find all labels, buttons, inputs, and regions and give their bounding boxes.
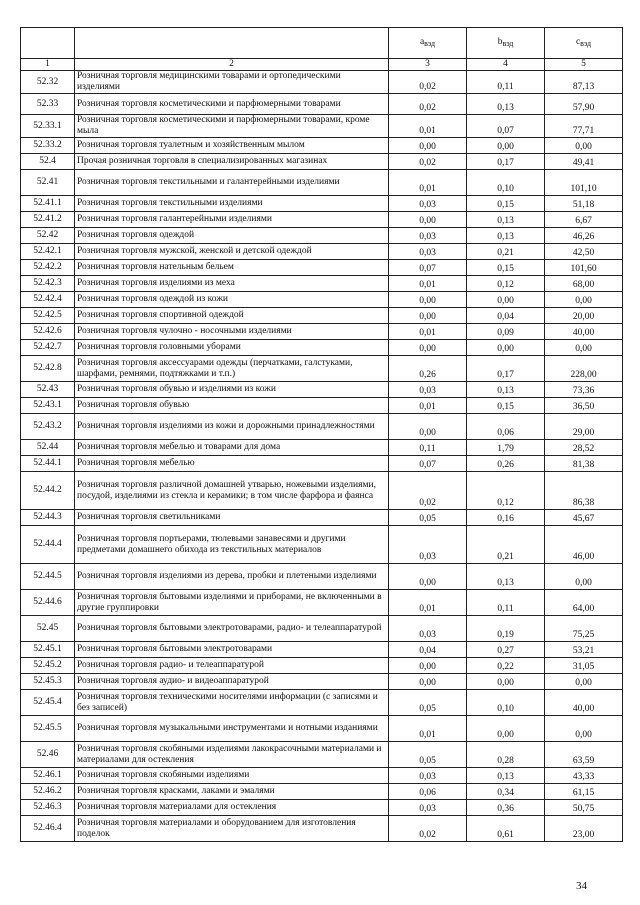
row-value-a: 0,05 (389, 742, 467, 768)
table-row (21, 616, 623, 642)
row-name: Розничная торговля материалами для остекления (75, 800, 389, 816)
row-code: 52.44.6 (21, 590, 75, 616)
row-value-a: 0,01 (389, 170, 467, 196)
column-number-row (21, 59, 623, 71)
row-name: Розничная торговля светильниками (75, 510, 389, 526)
row-name: Розничная торговля медицинскими товарами и ортопедическими изделиями (75, 71, 389, 94)
row-value-b: 0,00 (467, 716, 545, 742)
row-code: 52.44.1 (21, 456, 75, 472)
row-value-a: 0,00 (389, 340, 467, 356)
row-value-c: 101,10 (545, 170, 623, 196)
row-value-a: 0,07 (389, 456, 467, 472)
row-value-a: 0,02 (389, 472, 467, 510)
row-value-b: 0,15 (467, 398, 545, 414)
row-value-c: 20,00 (545, 308, 623, 324)
row-value-a: 0,00 (389, 292, 467, 308)
row-code: 52.41.2 (21, 212, 75, 228)
row-value-c: 228,00 (545, 356, 623, 382)
row-name: Розничная торговля косметическими и парфюмерными товарами, кроме мыла (75, 115, 389, 138)
row-value-b: 0,12 (467, 276, 545, 292)
table-row (21, 564, 623, 590)
row-value-a: 0,00 (389, 308, 467, 324)
row-name: Розничная торговля туалетным и хозяйственным мылом (75, 138, 389, 154)
table-row (21, 115, 623, 138)
row-name: Розничная торговля текстильными и галантерейными изделиями (75, 170, 389, 196)
row-name: Прочая розничная торговля в специализированных магазинах (75, 154, 389, 170)
row-code: 52.41 (21, 170, 75, 196)
row-value-a: 0,03 (389, 768, 467, 784)
row-value-a: 0,11 (389, 440, 467, 456)
row-code: 52.45 (21, 616, 75, 642)
table-row (21, 244, 623, 260)
row-value-b: 0,17 (467, 356, 545, 382)
row-value-c: 81,38 (545, 456, 623, 472)
table-row (21, 456, 623, 472)
row-value-c: 0,00 (545, 674, 623, 690)
row-name: Розничная торговля аксессуарами одежды (перчатками, галстуками, шарфами, ремнями, подтяжками и т.п.) (75, 356, 389, 382)
row-value-b: 0,22 (467, 658, 545, 674)
row-name: Розничная торговля обувью и изделиями из кожи (75, 382, 389, 398)
row-name: Розничная торговля бытовыми электротоварами (75, 642, 389, 658)
row-name: Розничная торговля изделиями из кожи и дорожными принадлежностями (75, 414, 389, 440)
table-row (21, 816, 623, 842)
row-value-c: 40,00 (545, 690, 623, 716)
row-code: 52.46.1 (21, 768, 75, 784)
row-name: Розничная торговля мебелью (75, 456, 389, 472)
row-name: Розничная торговля головными уборами (75, 340, 389, 356)
table-row (21, 340, 623, 356)
page-number: 34 (576, 880, 587, 892)
row-code: 52.44.4 (21, 526, 75, 564)
row-code: 52.42 (21, 228, 75, 244)
row-code: 52.42.3 (21, 276, 75, 292)
row-value-a: 0,02 (389, 94, 467, 115)
row-value-c: 86,38 (545, 472, 623, 510)
header-col-a-subscript: вэд (424, 39, 436, 48)
row-code: 52.41.1 (21, 196, 75, 212)
table-row (21, 440, 623, 456)
row-value-b: 0,27 (467, 642, 545, 658)
header-col-c: $c_{вэд}$ (545, 28, 623, 59)
row-value-c: 0,00 (545, 564, 623, 590)
row-name: Розничная торговля мужской, женской и детской одеждой (75, 244, 389, 260)
header-col-a: $a_{вэд}$ (389, 28, 467, 59)
table-row (21, 324, 623, 340)
row-value-c: 63,59 (545, 742, 623, 768)
row-value-b: 1,79 (467, 440, 545, 456)
row-value-b: 0,15 (467, 196, 545, 212)
table-row (21, 292, 623, 308)
row-name: Розничная торговля нательным бельем (75, 260, 389, 276)
row-value-a: 0,05 (389, 510, 467, 526)
row-value-a: 0,00 (389, 138, 467, 154)
row-name: Розничная торговля скобяными изделиями (75, 768, 389, 784)
column-number: 5 (545, 59, 623, 71)
row-value-a: 0,01 (389, 716, 467, 742)
row-code: 52.42.7 (21, 340, 75, 356)
row-value-c: 68,00 (545, 276, 623, 292)
row-value-b: 0,10 (467, 170, 545, 196)
row-code: 52.45.3 (21, 674, 75, 690)
row-code: 52.42.8 (21, 356, 75, 382)
row-value-c: 43,33 (545, 768, 623, 784)
row-name: Розничная торговля портьерами, тюлевыми занавесями и другими предметами домашнего обихода из текстильных материалов (75, 526, 389, 564)
table-row (21, 138, 623, 154)
row-value-a: 0,04 (389, 642, 467, 658)
row-value-c: 64,00 (545, 590, 623, 616)
row-value-c: 42,50 (545, 244, 623, 260)
table-row (21, 800, 623, 816)
row-value-c: 53,21 (545, 642, 623, 658)
row-name: Розничная торговля бытовыми изделиями и приборами, не включенными в другие группировки (75, 590, 389, 616)
row-code: 52.4 (21, 154, 75, 170)
row-value-b: 0,11 (467, 590, 545, 616)
row-code: 52.44 (21, 440, 75, 456)
row-name: Розничная торговля скобяными изделиями лакокрасочными материалами и материалами для остекления (75, 742, 389, 768)
row-name: Розничная торговля аудио- и видеоаппаратурой (75, 674, 389, 690)
row-code: 52.42.4 (21, 292, 75, 308)
row-value-c: 36,50 (545, 398, 623, 414)
row-value-b: 0,36 (467, 800, 545, 816)
row-value-b: 0,10 (467, 690, 545, 716)
row-name: Розничная торговля одеждой (75, 228, 389, 244)
header-col-c-subscript: вэд (580, 39, 592, 48)
row-name: Розничная торговля одеждой из кожи (75, 292, 389, 308)
row-code: 52.44.3 (21, 510, 75, 526)
table-row (21, 690, 623, 716)
row-value-a: 0,03 (389, 244, 467, 260)
row-value-c: 28,52 (545, 440, 623, 456)
row-value-b: 0,21 (467, 526, 545, 564)
row-value-b: 0,00 (467, 292, 545, 308)
row-value-a: 0,02 (389, 71, 467, 94)
row-value-b: 0,13 (467, 382, 545, 398)
row-value-a: 0,01 (389, 276, 467, 292)
row-value-c: 49,41 (545, 154, 623, 170)
row-name: Розничная торговля изделиями из меха (75, 276, 389, 292)
table-row (21, 526, 623, 564)
table-row (21, 212, 623, 228)
row-value-c: 0,00 (545, 138, 623, 154)
row-value-a: 0,01 (389, 324, 467, 340)
row-value-b: 0,13 (467, 94, 545, 115)
table-row (21, 398, 623, 414)
column-number: 1 (21, 59, 75, 71)
row-value-c: 45,67 (545, 510, 623, 526)
row-code: 52.45.1 (21, 642, 75, 658)
table-row (21, 154, 623, 170)
row-value-a: 0,00 (389, 564, 467, 590)
header-blank-name (75, 28, 389, 59)
row-code: 52.32 (21, 71, 75, 94)
row-value-b: 0,61 (467, 816, 545, 842)
row-value-a: 0,00 (389, 212, 467, 228)
row-value-c: 73,36 (545, 382, 623, 398)
row-code: 52.42.1 (21, 244, 75, 260)
row-value-a: 0,03 (389, 228, 467, 244)
row-code: 52.42.2 (21, 260, 75, 276)
row-name: Розничная торговля спортивной одеждой (75, 308, 389, 324)
column-number: 4 (467, 59, 545, 71)
row-code: 52.33.2 (21, 138, 75, 154)
row-name: Розничная торговля текстильными изделиями (75, 196, 389, 212)
table-row (21, 94, 623, 115)
table-row (21, 674, 623, 690)
table-row (21, 196, 623, 212)
column-number: 2 (75, 59, 389, 71)
row-value-a: 0,00 (389, 674, 467, 690)
table-row (21, 356, 623, 382)
row-code: 52.42.6 (21, 324, 75, 340)
row-value-b: 0,17 (467, 154, 545, 170)
row-value-b: 0,07 (467, 115, 545, 138)
row-name: Розничная торговля изделиями из дерева, пробки и плетеными изделиями (75, 564, 389, 590)
row-value-b: 0,21 (467, 244, 545, 260)
row-value-b: 0,00 (467, 674, 545, 690)
row-value-a: 0,03 (389, 382, 467, 398)
row-name: Розничная торговля материалами и оборудованием для изготовления поделок (75, 816, 389, 842)
table-row (21, 382, 623, 398)
row-value-b: 0,12 (467, 472, 545, 510)
row-value-a: 0,02 (389, 816, 467, 842)
header-blank-code (21, 28, 75, 59)
row-value-b: 0,16 (467, 510, 545, 526)
row-value-c: 23,00 (545, 816, 623, 842)
table-row (21, 658, 623, 674)
row-name: Розничная торговля музыкальными инструментами и нотными изданиями (75, 716, 389, 742)
row-code: 52.45.4 (21, 690, 75, 716)
table-row (21, 228, 623, 244)
row-value-b: 0,15 (467, 260, 545, 276)
table-row (21, 716, 623, 742)
row-value-a: 0,26 (389, 356, 467, 382)
table-row (21, 170, 623, 196)
row-name: Розничная торговля различной домашней утварью, ножевыми изделиями, посудой, изделиями из стекла и керамики; в том числе фарфора и фаянса (75, 472, 389, 510)
table-row (21, 510, 623, 526)
row-value-a: 0,03 (389, 526, 467, 564)
row-name: Розничная торговля бытовыми электротоварами, радио- и телеаппаратурой (75, 616, 389, 642)
row-value-c: 46,00 (545, 526, 623, 564)
row-value-c: 87,13 (545, 71, 623, 94)
row-value-b: 0,13 (467, 768, 545, 784)
row-name: Розничная торговля косметическими и парфюмерными товарами (75, 94, 389, 115)
row-name: Розничная торговля красками, лаками и эмалями (75, 784, 389, 800)
row-value-c: 6,67 (545, 212, 623, 228)
row-value-b: 0,13 (467, 228, 545, 244)
row-value-c: 57,90 (545, 94, 623, 115)
row-value-c: 0,00 (545, 716, 623, 742)
row-value-a: 0,03 (389, 196, 467, 212)
row-name: Розничная торговля галантерейными изделиями (75, 212, 389, 228)
table-row (21, 784, 623, 800)
table-row (21, 472, 623, 510)
row-code: 52.44.5 (21, 564, 75, 590)
table-row (21, 642, 623, 658)
row-code: 52.42.5 (21, 308, 75, 324)
row-code: 52.43.1 (21, 398, 75, 414)
table-row (21, 308, 623, 324)
row-value-c: 0,00 (545, 292, 623, 308)
row-code: 52.43.2 (21, 414, 75, 440)
row-name: Розничная торговля радио- и телеаппаратурой (75, 658, 389, 674)
row-name: Розничная торговля чулочно - носочными изделиями (75, 324, 389, 340)
row-value-b: 0,34 (467, 784, 545, 800)
table-row (21, 71, 623, 94)
row-value-a: 0,03 (389, 800, 467, 816)
header-col-b: $b_{вэд}$ (467, 28, 545, 59)
table-row (21, 768, 623, 784)
table-row (21, 414, 623, 440)
economic-activity-table (20, 27, 623, 842)
row-value-b: 0,11 (467, 71, 545, 94)
row-value-c: 40,00 (545, 324, 623, 340)
row-value-c: 101,60 (545, 260, 623, 276)
row-value-a: 0,05 (389, 690, 467, 716)
row-value-a: 0,01 (389, 398, 467, 414)
row-value-b: 0,06 (467, 414, 545, 440)
row-code: 52.33 (21, 94, 75, 115)
header-col-b-subscript: вэд (502, 39, 514, 48)
row-value-a: 0,00 (389, 658, 467, 674)
row-value-a: 0,06 (389, 784, 467, 800)
row-value-c: 61,15 (545, 784, 623, 800)
row-value-c: 50,75 (545, 800, 623, 816)
table-row (21, 260, 623, 276)
row-value-b: 0,19 (467, 616, 545, 642)
row-name: Розничная торговля техническими носителями информации (с записями и без записей) (75, 690, 389, 716)
row-value-b: 0,00 (467, 340, 545, 356)
row-value-a: 0,02 (389, 154, 467, 170)
row-value-b: 0,04 (467, 308, 545, 324)
table-header-row (21, 28, 623, 59)
row-code: 52.46.2 (21, 784, 75, 800)
row-code: 52.46 (21, 742, 75, 768)
row-code: 52.44.2 (21, 472, 75, 510)
row-value-b: 0,09 (467, 324, 545, 340)
row-value-a: 0,03 (389, 616, 467, 642)
row-code: 52.33.1 (21, 115, 75, 138)
row-value-c: 29,00 (545, 414, 623, 440)
table-row (21, 590, 623, 616)
row-code: 52.46.4 (21, 816, 75, 842)
table-row (21, 742, 623, 768)
row-value-a: 0,07 (389, 260, 467, 276)
table-row (21, 276, 623, 292)
row-code: 52.45.2 (21, 658, 75, 674)
row-value-a: 0,01 (389, 590, 467, 616)
row-code: 52.45.5 (21, 716, 75, 742)
row-value-c: 51,18 (545, 196, 623, 212)
row-value-c: 0,00 (545, 340, 623, 356)
row-value-c: 77,71 (545, 115, 623, 138)
row-name: Розничная торговля мебелью и товарами для дома (75, 440, 389, 456)
row-code: 52.46.3 (21, 800, 75, 816)
row-value-b: 0,13 (467, 212, 545, 228)
row-value-c: 46,26 (545, 228, 623, 244)
row-value-b: 0,26 (467, 456, 545, 472)
row-value-b: 0,28 (467, 742, 545, 768)
row-value-a: 0,01 (389, 115, 467, 138)
row-value-a: 0,00 (389, 414, 467, 440)
row-value-b: 0,00 (467, 138, 545, 154)
row-code: 52.43 (21, 382, 75, 398)
row-value-c: 31,05 (545, 658, 623, 674)
row-name: Розничная торговля обувью (75, 398, 389, 414)
column-number: 3 (389, 59, 467, 71)
row-value-c: 75,25 (545, 616, 623, 642)
row-value-b: 0,13 (467, 564, 545, 590)
